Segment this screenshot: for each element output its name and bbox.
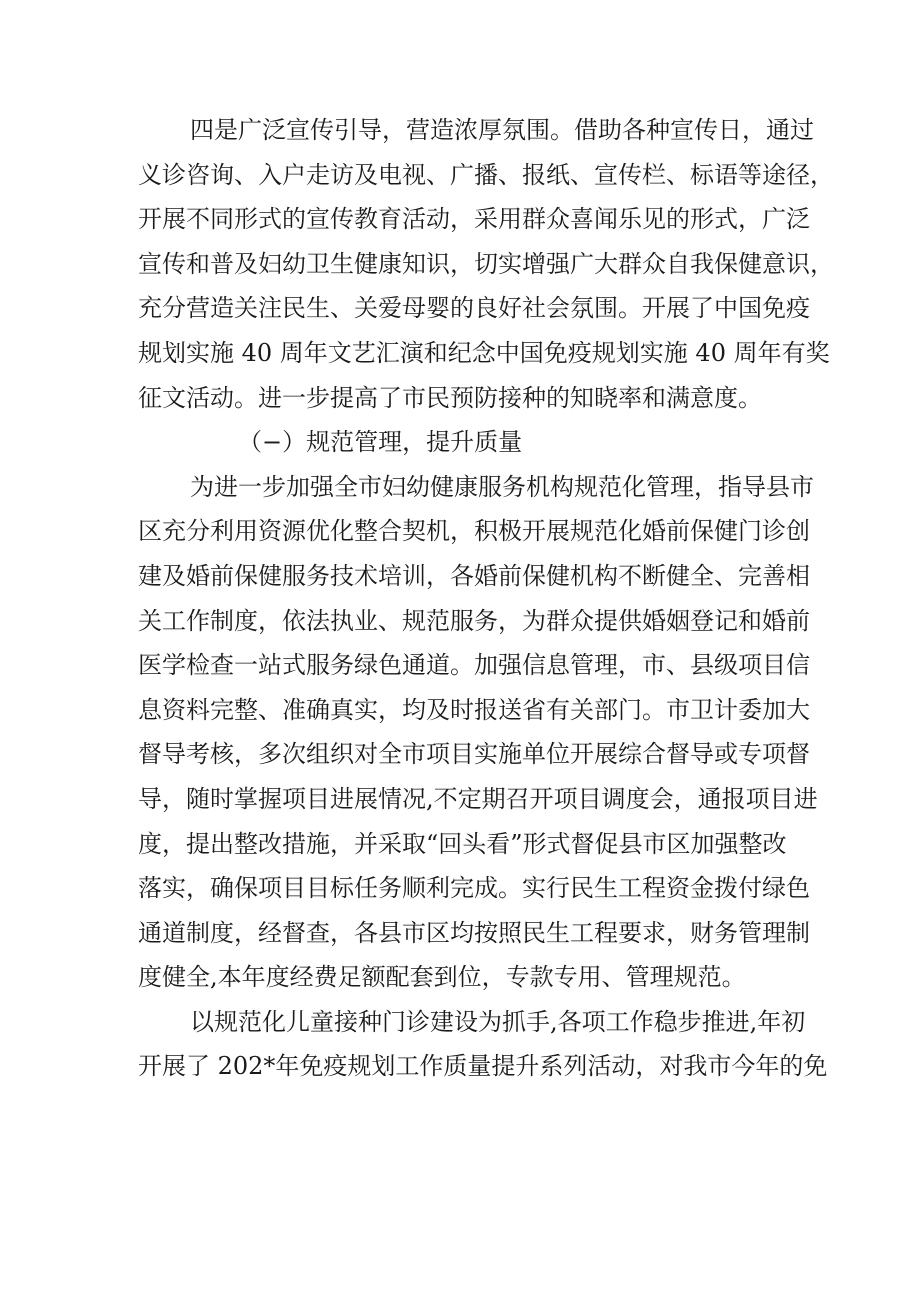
paragraph-line: 落实，确保项目目标任务顺利完成。实行民生工程资金拨付绿色: [138, 874, 810, 903]
paragraph-line: 通道制度，经督查，各县市区均按照民生工程要求，财务管理制: [138, 918, 810, 947]
paragraph-line: 度健全,本年度经费足额配套到位，专款专用、管理规范。: [138, 963, 746, 992]
paragraph-line: 四是广泛宣传引导，营造浓厚氛围。借助各种宣传日，通过: [190, 116, 814, 144]
paragraph-line: 规划实施 40 周年文艺汇演和纪念中国免疫规划实施 40 周年有奖: [138, 338, 830, 367]
paragraph-line: 息资料完整、准确真实，均及时报送省有关部门。市卫计委加大: [138, 695, 810, 724]
paragraph-line: 征文活动。进一步提高了市民预防接种的知晓率和满意度。: [138, 383, 762, 412]
paragraph-line: 义诊咨询、入户走访及电视、广播、报纸、宣传栏、标语等途径，: [138, 160, 834, 189]
paragraph-line: 导，随时掌握项目进展情况,不定期召开项目调度会，通报项目进: [138, 784, 818, 813]
paragraph-line: 宣传和普及妇幼卫生健康知识，切实增强广大群众自我保健意识，: [138, 249, 834, 278]
paragraph-line: 以规范化儿童接种门诊建设为抓手,各项工作稳步推进,年初: [190, 1007, 806, 1036]
paragraph-line: 度，提出整改措施，并采取“回头看”形式督促县市区加强整改: [138, 829, 787, 858]
paragraph-line: 医学检查一站式服务绿色通道。加强信息管理，市、县级项目信: [138, 651, 810, 680]
paragraph-line: 开展了 202*年免疫规划工作质量提升系列活动，对我市今年的免: [138, 1052, 828, 1081]
paragraph-line: 督导考核，多次组织对全市项目实施单位开展综合督导或专项督: [138, 740, 810, 769]
paragraph-line: 关工作制度，依法执业、规范服务，为群众提供婚姻登记和婚前: [138, 606, 810, 635]
document-body: [138, 108, 834, 1089]
paragraph-line: 建及婚前保健服务技术培训，各婚前保健机构不断健全、完善相: [138, 561, 810, 590]
paragraph-line: 为进一步加强全市妇幼健康服务机构规范化管理，指导县市: [190, 472, 814, 501]
section-heading: （−）规范管理，提升质量: [238, 428, 523, 457]
paragraph-line: 区充分利用资源优化整合契机，积极开展规范化婚前保健门诊创: [138, 517, 810, 546]
paragraph-line: 充分营造关注民生、关爱母婴的良好社会氛围。开展了中国免疫: [138, 294, 810, 323]
paragraph-line: 开展不同形式的宣传教育活动，采用群众喜闻乐见的形式，广泛: [138, 205, 810, 234]
